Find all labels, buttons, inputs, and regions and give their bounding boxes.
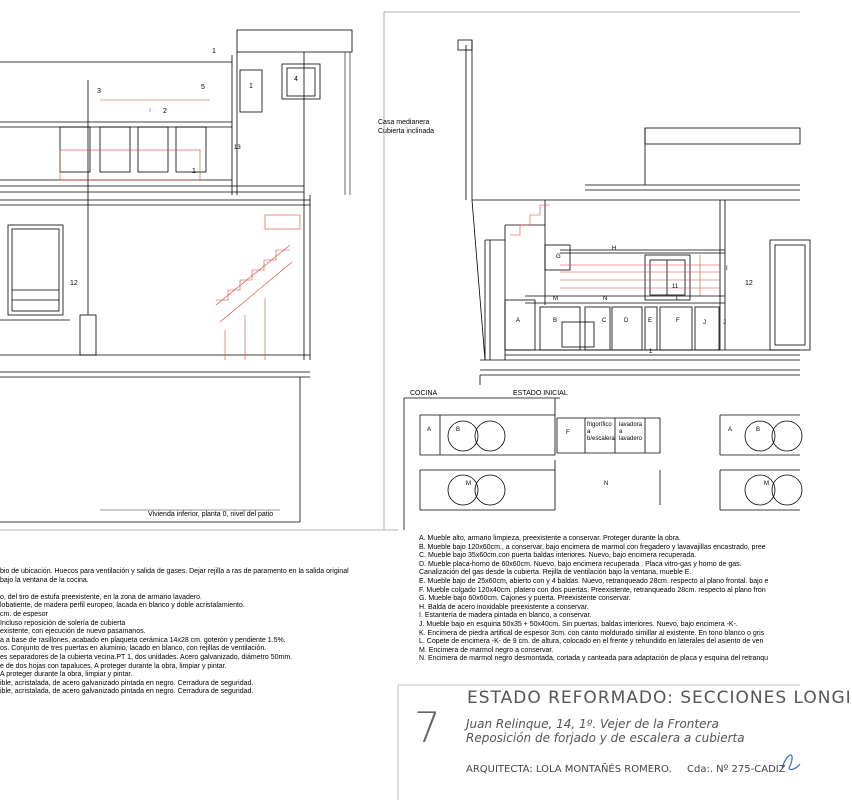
legend-item: G. Mueble bajo 60x60cm. Cajones y puerta. Preexistente conservar.: [419, 595, 631, 603]
label-j-1: J: [703, 320, 706, 326]
left-notes-list: [0, 568, 395, 697]
plan-right-a: A: [728, 427, 733, 433]
label-b: B: [553, 318, 558, 324]
legend-item: H. Balda de acero inoxidable preexistente a conservar.: [419, 603, 589, 611]
lav-2: a: [619, 429, 623, 435]
legend-item: J. Mueble bajo en esquina 50x35 + 50x40cm. Sin puertas, baldas interiores. Nuevo, bajo encimera -K-.: [419, 620, 738, 628]
frig-2: a: [587, 429, 591, 435]
label-1-shaft: 1: [249, 83, 253, 90]
plan-label-n: N: [604, 481, 609, 487]
label-3: 3: [97, 88, 101, 95]
plan-label-m: M: [466, 481, 471, 487]
sheet-title: ESTADO REFORMADO: SECCIONES LONGI: [467, 688, 852, 708]
plan-label-f: F: [566, 430, 570, 436]
plan-label-b: B: [456, 427, 461, 433]
label-j-2: J: [723, 320, 726, 326]
legend-item: F. Mueble colgado 120x40cm. platero con dos puertas. Preexistente, retranqueado 28cm. respecto al plano fron: [419, 586, 766, 594]
label-h: H: [612, 246, 617, 252]
legend-item: B. Mueble bajo 120x60cm., a conservar, bajo encimera de marmol con fregadero y lavavajillas encastrado, pree: [419, 543, 766, 551]
label-f: F: [676, 318, 680, 324]
legend-item: Canalización del gas desde la cubierta. Rejilla de ventilación bajo la ventana, mueble E.: [419, 569, 692, 577]
left-note-item: e de dos hojas con tapaluces. A proteger durante la obra, limpiar y pintar.: [0, 662, 227, 670]
lav-1: lavadora: [619, 422, 643, 428]
label-1-top: 1: [212, 48, 216, 55]
plan-right-b: B: [756, 427, 761, 433]
label-c: C: [602, 318, 607, 324]
left-note-item: [0, 585, 395, 594]
label-13: 13: [234, 145, 241, 151]
label-l: L: [676, 296, 680, 302]
legend-item: M. Encimera de marmol negro a conservar.: [419, 646, 554, 654]
left-note-item: os. Conjunto de tres puertas en aluminio, lacado en blanco, con rejillas de ventilación.: [0, 645, 267, 653]
architect-name: ARQUITECTA: LOLA MONTAÑÉS ROMERO.: [466, 764, 672, 775]
label-5: 5: [201, 84, 205, 91]
cocina-label: COCINA: [410, 390, 438, 397]
label-a: A: [516, 318, 521, 324]
college-number: Cda:. Nº 275-CADIZ: [687, 764, 786, 775]
legend-item: D. Mueble placa-horno de 60x60cm. Nuevo, bajo encimera recuperada . Placa vitro-gas y horno de gas.: [419, 560, 742, 568]
label-11: 11: [672, 284, 679, 290]
neighbor-label-2: Cubierta inclinada: [378, 128, 435, 135]
label-1-right: 1: [649, 349, 653, 355]
left-note-item: A proteger durante la obra, limpiar y pintar.: [0, 671, 133, 679]
plan-right-m: M: [764, 481, 769, 487]
legend-item: C. Mueble bajo 35x60cm.con puerta baldas interiores. Nuevo, bajo encimera recuperada.: [419, 552, 697, 560]
legend-item: A. Mueble alto, armario limpieza, preexistente a conservar. Proteger durante la obra.: [419, 535, 681, 542]
estado-inicial-label: ESTADO INICIAL: [513, 390, 568, 397]
left-note-item: lobatiente, de madera perfil europeo, lacada en blanco y doble acristalamiento.: [0, 602, 245, 610]
label-i: I: [726, 266, 728, 272]
left-note-item: o, del tiro de estufa preexistente, en la zona de armario lavadero.: [0, 593, 202, 601]
frig-3: b/escalera: [587, 436, 615, 442]
left-note-item: bio de ubicación. Huecos para ventilación y salida de gases. Dejar rejilla a ras de paramento en la salida original: [0, 568, 349, 575]
sheet-number: 7: [414, 703, 441, 752]
legend-list: [419, 535, 800, 664]
left-note-item: ible, acristalada, de acero galvanizado pintada en negro. Cerradura de seguridad.: [0, 688, 254, 696]
legend-item: E. Mueble bajo de 25x60cm, abierto con y 4 baldas. Nuevo, retranqueado 28cm. respecto al plano frontal. bajo e: [419, 577, 769, 585]
label-e: E: [648, 318, 653, 324]
plan-label-a: A: [427, 427, 432, 433]
legend-item: I. Estantería de madera pintada en blanco, a conservar.: [419, 612, 592, 620]
left-note-item: existente, con ejecución de nuevo pasamanos.: [0, 628, 146, 636]
frig-1: frigorífico: [587, 422, 612, 428]
label-d: D: [624, 318, 629, 324]
label-n: N: [603, 296, 608, 302]
label-m: M: [553, 296, 558, 302]
project-address: Juan Relinque, 14, 1º. Vejer de la Frontera: [466, 717, 719, 731]
project-subtitle: Reposición de forjado y de escalera a cubierta: [466, 731, 745, 745]
ground-floor-label: Vivienda inferior, planta 0, nivel del patio: [148, 511, 274, 518]
left-note-item: ible, acristalada, de acero galvanizado pintada en negro. Cerradura de seguridad.: [0, 679, 254, 687]
legend-item: L. Copete de encimera -K- de 9 cm. de altura, colocado en el frente y rehundido en laterales del asiento de ven: [419, 638, 764, 646]
label-4: 4: [294, 76, 298, 83]
label-12-right: 12: [745, 280, 753, 287]
left-note-item: cm. de espesor: [0, 610, 48, 618]
left-note-item: a a base de rasillones, acabado en plaqueta cerámica 14x28 cm. goterón y pendiente 1.5%.: [0, 636, 286, 644]
label-1-roof: 1: [192, 168, 196, 175]
legend-item: N. Encimera de marmol negro desmontada, cortada y canteada para adaptación de placa y esquina del retranqu: [419, 655, 769, 663]
left-note-item: bajo la ventana de la cocina.: [0, 576, 89, 584]
label-12-left: 12: [70, 280, 78, 287]
lav-3: lavadero: [619, 436, 643, 442]
left-note-item: Incluso reposición de solería de cubierta: [0, 619, 126, 627]
neighbor-label-1: Casa medianera: [378, 119, 430, 126]
label-2: 2: [163, 108, 167, 115]
label-g: G: [556, 254, 561, 260]
legend-item: K. Encimera de piedra artifical de espesor 3cm. con canto moldurado simillar al existente. En tono blanco o gris: [419, 629, 765, 637]
left-note-item: es separadores de la cubierta vecina.PT 1, dos unidades. Acero galvanizado, diámetro 50mm.: [0, 653, 293, 661]
